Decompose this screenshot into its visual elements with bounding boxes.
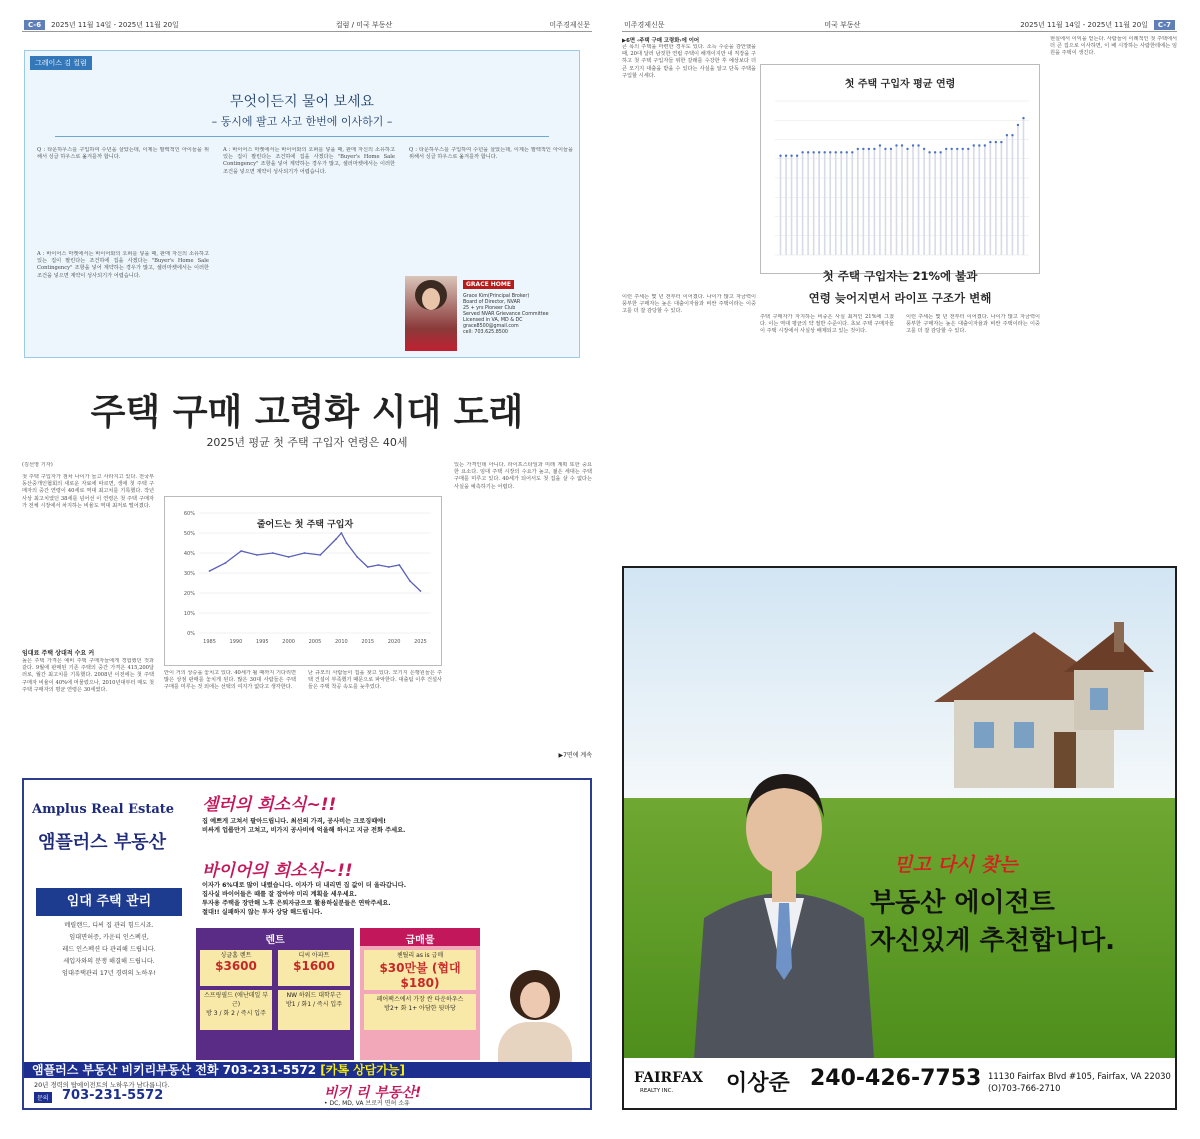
paper-name: 미주경제신문 [549,20,590,29]
data-point [807,151,809,153]
y-tick-label: 10% [183,611,195,617]
continued-label: ▶7면에 계속 [558,752,592,759]
chart-title: 줄어드는 첫 주택 구입자 [256,520,354,530]
agent-phone: 240-426-7753 [810,1066,982,1091]
page-header [22,18,592,32]
y-tick-label: 20% [183,591,195,597]
data-point [785,155,787,157]
column-divider [55,136,549,137]
data-point [367,566,369,568]
sale-heading: 급매물 [360,928,480,946]
y-tick-label: 30% [183,571,195,577]
agent-contact-bar [624,1058,1175,1110]
article-body-2: 높은 주택 가격은 예비 주택 구매자들에게 경험했던 것과 같다. 9월에 판매된 기존 주택의 중간 가격은 415,200달러로, 월간 최고치를 기록했다. 2008년 이전에는 첫 주택 구매자 비율이 40%에 머물렀으나, 2010년대부터 매도 첫 주택 구매자의 평균 연령은 30세였다. [22,658,154,693]
data-point [829,151,831,153]
data-point [319,554,321,556]
data-point [1011,134,1013,136]
data-point [1022,117,1024,119]
data-point [340,532,342,534]
buyer-line-1: 이자가 6%대로 많이 내렸습니다. 이자가 더 내리면 집 값이 더 올라갑니다. [202,882,407,889]
listing-cell: 디씨 아파트 $1600 [278,950,350,986]
right-headline-2: 연령 늦어지면서 라이프 구조가 변해 [808,291,992,305]
data-point [984,144,986,146]
data-point [801,151,803,153]
data-point [818,151,820,153]
y-tick-label: 50% [183,531,195,537]
x-tick-label: 2015 [361,639,375,645]
issue-date: 2025년 11월 14일 - 2025년 11월 20일 [51,20,179,29]
right-body-2: 이런 주세는 몇 년 전부터 이어졌다. 나이가 많고 자금력이 풍부한 구매자는 높은 대출이자율과 비싼 주택이라는 이중고를 더 잘 감당할 수 있다. [622,294,756,315]
data-point [912,144,914,146]
column-body-2: A : 바이어스 마켓에서는 바이어와의 오퍼를 넣을 때, 판매 자신의 소유하고 있는 집이 팔린다는 조건하에 집을 사겠다는 "Buyer's Home Sale Contingency" 조항을 넣어 계약하는 경우가 많고, 셀러마켓에서는 이러한 조건을 넣으면 계약이 성사되기가 어렵습니다. [223,147,395,175]
brand-logo: FAIRFAX [634,1070,704,1086]
seller-line-2: 비싸게 업룹만거 고쳐고, 비가지 공사비에 억울해 하시고 지금 전화 주세요. [202,827,406,834]
data-point [890,148,892,150]
column-subtitle: – 동시에 팔고 사고 한번에 이사하기 – [211,115,393,128]
contact-label: 문의 [34,1092,52,1103]
rental-management-title: 임대 주택 관리 [36,888,182,916]
x-tick-label: 1985 [203,639,216,645]
data-point [1017,124,1019,126]
data-point [939,151,941,153]
section-name: 컬럼 / 미국 부동산 [335,20,393,29]
rental-heading: 렌트 [265,935,285,946]
data-point [1006,134,1008,136]
right-headline-1: 첫 주택 구입자는 21%에 불과 [822,269,978,283]
sale-listings [360,928,480,1060]
data-point [950,148,952,150]
column-body-3: Q : 타운하우스를 구입하여 수년을 살았는데, 이제는 팔렉적인 아이들을 위해서 싱글 하우스로 옮겨를까 합니다. [409,147,573,161]
data-point [967,148,969,150]
data-point [928,151,930,153]
data-point [288,556,290,558]
y-tick-label: 40% [183,551,195,557]
chart-title: 첫 주택 구입자 평균 연령 [844,79,956,90]
data-point [398,564,400,566]
series-line [210,533,421,591]
data-point [934,151,936,153]
page-header [622,18,1177,32]
ad-tagline-2: 부동산 에이전트 [870,888,1055,918]
house-illustration [914,612,1154,792]
x-tick-label: 2020 [387,639,401,645]
data-point [862,148,864,150]
main-headline: 주택 구매 고령화 시대 도래 [90,392,524,433]
data-point [973,144,975,146]
rent-item: 레드 인스펙션 다 관리해 드립니다. [62,946,156,953]
data-point [409,580,411,582]
rent-item: 세입자와의 분쟁 해결해 드립니다. [63,958,155,965]
x-tick-label: 2010 [334,639,348,645]
x-tick-label: 2000 [282,639,296,645]
amplus-advertisement [22,778,592,1110]
amplus-logo-ko: 앰플러스 부동산 [38,832,166,853]
qa-column-box [24,50,580,358]
data-point [790,155,792,157]
data-point [995,141,997,143]
data-point [779,155,781,157]
issue-date: 2025년 11월 14일 - 2025년 11월 20일 [1020,20,1148,29]
fairfax-realty-advertisement [622,566,1177,1110]
data-point [851,151,853,153]
paper-name: 미주경제신문 [624,20,665,29]
data-point [304,552,306,554]
data-point [812,151,814,153]
brand-sub: REALTY INC. [640,1088,674,1094]
buyer-news-title: 바이어의 희소식~!! [202,861,353,881]
y-tick-label: 0% [187,631,195,637]
agent-photo [405,276,457,351]
data-point [209,570,211,572]
main-subheadline: 2025년 평균 첫 주택 구입자 연령은 40세 [206,436,408,449]
agent-logo: GRACE HOME [463,280,514,289]
data-point [377,564,379,566]
age-chart [760,64,1040,274]
article-body-1: 첫 주택 구입자가 점차 나이가 들고 사라지고 있다. 전국부동산중개인협회의 새로운 자료에 따르면, 생애 첫 주택 구매자의 중간 연령이 40세로 역대 최고치를 기록했다. 작년 사상 최고치였던 38세를 넘어선 이 연령은 첫 주택 구매자가 전체 시장에서 차지하는 비율도 역대 최저로 떨어졌다. [22,474,154,509]
data-point [256,554,258,556]
section-name: 미국 부동산 [824,20,861,29]
page-number: C-6 [24,20,45,30]
page-number: C-7 [1154,20,1175,30]
data-point [945,148,947,150]
data-point [956,148,958,150]
rent-item: 메릴랜드, 디씨 집 관리 힘드시죠. [64,922,154,929]
data-point [923,148,925,150]
agent-card [405,276,575,351]
data-point [796,155,798,157]
listing-cell: NW 하워드 대학부근 방1 / 화1 / 즉시 입주 [278,990,350,1030]
contact-phone: 703-231-5572 [62,1088,164,1103]
buyer-line-4: 절대!! 실패하지 않는 투자 상담 해드립니다. [202,909,323,916]
data-point [962,148,964,150]
column-answer: A : 바이어스 마켓에서는 바이어와의 오퍼를 넣을 때, 판매 자신의 소유하고 있는 집이 팔린다는 조건하에 집을 사겠다는 "Buyer's Home Sale Contingency" 조항을 넣어 계약하는 경우가 많고, 셀러마켓에서는 이러한 조건을 넣으면 계약이 성사되기가 어렵습니다. [37,251,209,279]
listing-cell: 싱글홈 렌트 $3600 [200,950,272,986]
data-point [857,148,859,150]
x-tick-label: 2005 [308,639,322,645]
data-point [388,566,390,568]
data-point [895,144,897,146]
data-point [240,550,242,552]
article-body-4: 난 규모의 사람들이 집을 찾고 있다. 모기지 은행원들은 주택 건설이 부족했기 때문으로 파악한다. 대출팀 이후 건설사들은 주택 착공 속도를 늦추었다. [308,670,442,691]
data-point [879,144,881,146]
right-body-3: 주택 구매자가 자지하는 비중은 사실 최저인 21%에 그쳤다. 이는 역대 평균의 약 절반 수준이다. 초보 주택 구매자들이 주택 시장에서 사실상 배제되고 있는 것이다. [760,314,894,335]
data-point [840,151,842,153]
decline-chart [164,496,442,666]
data-point [901,144,903,146]
data-point [978,144,980,146]
decline-chart-svg [165,497,441,665]
right-body-4: 이런 주세는 몇 년 전부터 이어졌다. 나이가 많고 자금력이 풍부한 구매자는 높은 대출이자율과 비싼 주택이라는 이중고를 더 잘 감당할 수 있다. [906,314,1040,335]
buyer-line-3: 투자용 주택을 장만해 노후 은퇴자금으로 활용하실분들은 연락주세요. [202,900,391,907]
data-point [272,552,274,554]
data-point [846,151,848,153]
amplus-experience: 20년 경력의 탑에이전트의 노하우가 남다릅니다. [34,1081,170,1089]
column-tag: 그레이스 김 컬럼 [30,56,92,70]
data-point [989,141,991,143]
x-tick-label: 2025 [414,639,427,645]
agent-info: Grace Kim(Principal Broker) Board of Director, NVAR 25 + yrs Pioneer Club Served NVAR Grievance Committee Licensed in VA, MD & DC grace8500@gmail.com cell: 703.625.8500 [463,294,549,335]
rent-item: 임대면허증, 카운티 인스펙션, [69,934,149,941]
data-point [1000,141,1002,143]
right-body-5: 현실에서 이익을 얻는다. 사람들이 이례적인 첫 주택에서 더 큰 집으로 이사하면, 이 배 시장하는 사람한테에는 임원을 주택이 생긴다. [1050,36,1177,57]
data-point [346,542,348,544]
column-title: 무엇이든지 물어 보세요 [229,94,375,110]
left-page [22,18,592,1113]
right-page [622,18,1177,1113]
agent-photo-vicky [488,966,582,1076]
article-subheading: 임대료 주택 상대적 수요 커 [22,650,95,657]
ad-tagline-1: 믿고 다시 찾는 [894,854,1018,876]
right-body-1: 큰 폭의 주택을 마련한 경우도 있다. 소득 수준을 감안했을 때, 20대 달러 남짓한 연립 주택이 해개이지만 내 직장을 구하고 첫 주택 구입자들 위한 갈래를 수강한 후 예상보다 더 큰 모기지 대출을 받을 수 있다는 사실을 알고 단독 주택을 구입할 시세다. [622,44,756,79]
data-point [906,148,908,150]
rent-item: 임대주택관리 17년 경력의 노하우! [62,970,156,977]
x-tick-label: 1995 [255,639,269,645]
x-tick-label: 1990 [229,639,243,645]
amplus-banner: 앰플러스 부동산 비키리부동산 전화 703-231-5572 [카톡 상담가능] [24,1062,590,1078]
vicky-title: 비키 리 부동산! [324,1085,422,1101]
data-point [917,144,919,146]
data-point [868,148,870,150]
data-point [873,148,875,150]
amplus-logo-en: Amplus Real Estate [32,802,175,817]
seller-line-1: 집 예쁘게 고쳐서 팔아드립니다. 최선의 가격, 공사비는 크로징때에! [202,818,386,825]
agent-address: 11130 Fairfax Blvd #105, Fairfax, VA 22030 (O)703-766-2710 [988,1071,1171,1093]
agent-photo-man [684,718,884,1058]
age-chart-svg [761,65,1039,273]
listing-cell: 스프링필드 (애난데일 부근) 방 3 / 화 2 / 즉시 입주 [200,990,272,1030]
vicky-line-1: • DC, MD, VA 브로커 면허 소유 [324,1100,410,1107]
ad-tagline-3: 자신있게 추천합니다. [870,926,1115,956]
article-body-5: 있는 가격인데 아니다. 라이프스타일과 미래 계획 또한 중요한 요소다. 임대 주택 시장의 수요가 높고, 젊은 세대는 주택 구매를 미루고 있다. 40세가 되어서도 첫 집을 살 수 없다는 사실을 예측하기는 어렵다. [454,462,592,490]
buyer-line-2: 집사실 바이어들은 때를 잘 잡아야 미리 계획을 세우세요. [202,891,357,898]
y-tick-label: 60% [183,511,195,517]
continued-from: ▶6면 ‹주택 구매 고령화›에 이어 [622,38,700,44]
column-question: Q : 타운하우스를 구입하여 수년을 살았는데, 이제는 팔렉적인 아이들을 위해서 싱글 하우스로 옮겨를까 합니다. [37,147,209,161]
data-point [884,148,886,150]
data-point [224,562,226,564]
data-point [835,151,837,153]
listing-cell: 페어팩스에서 가장 싼 타운하우스 방2+ 화 1+ 아담한 뒷마당 [364,994,476,1030]
data-point [823,151,825,153]
byline: (김선영 기자) [22,462,53,468]
data-point [420,590,422,592]
agent-name: 이상준 [726,1071,790,1096]
data-point [335,538,337,540]
rental-management-list [36,920,182,980]
data-point [356,556,358,558]
listing-cell: 첸틸리 as is 급매 $30만불 (협대 $180) [364,950,476,990]
article-body-3: 안이 거의 상승을 놓치고 있다. 40세가 될 때까지 기다리면 많은 상점 판매를 놓치게 된다. 많은 30대 사람들은 주택 구매를 미루는 것 외에는 선택의 여지가 없다고 생각한다. [164,670,296,691]
seller-news-title: 셀러의 희소식~!! [202,795,337,815]
rental-listings [196,928,354,1060]
